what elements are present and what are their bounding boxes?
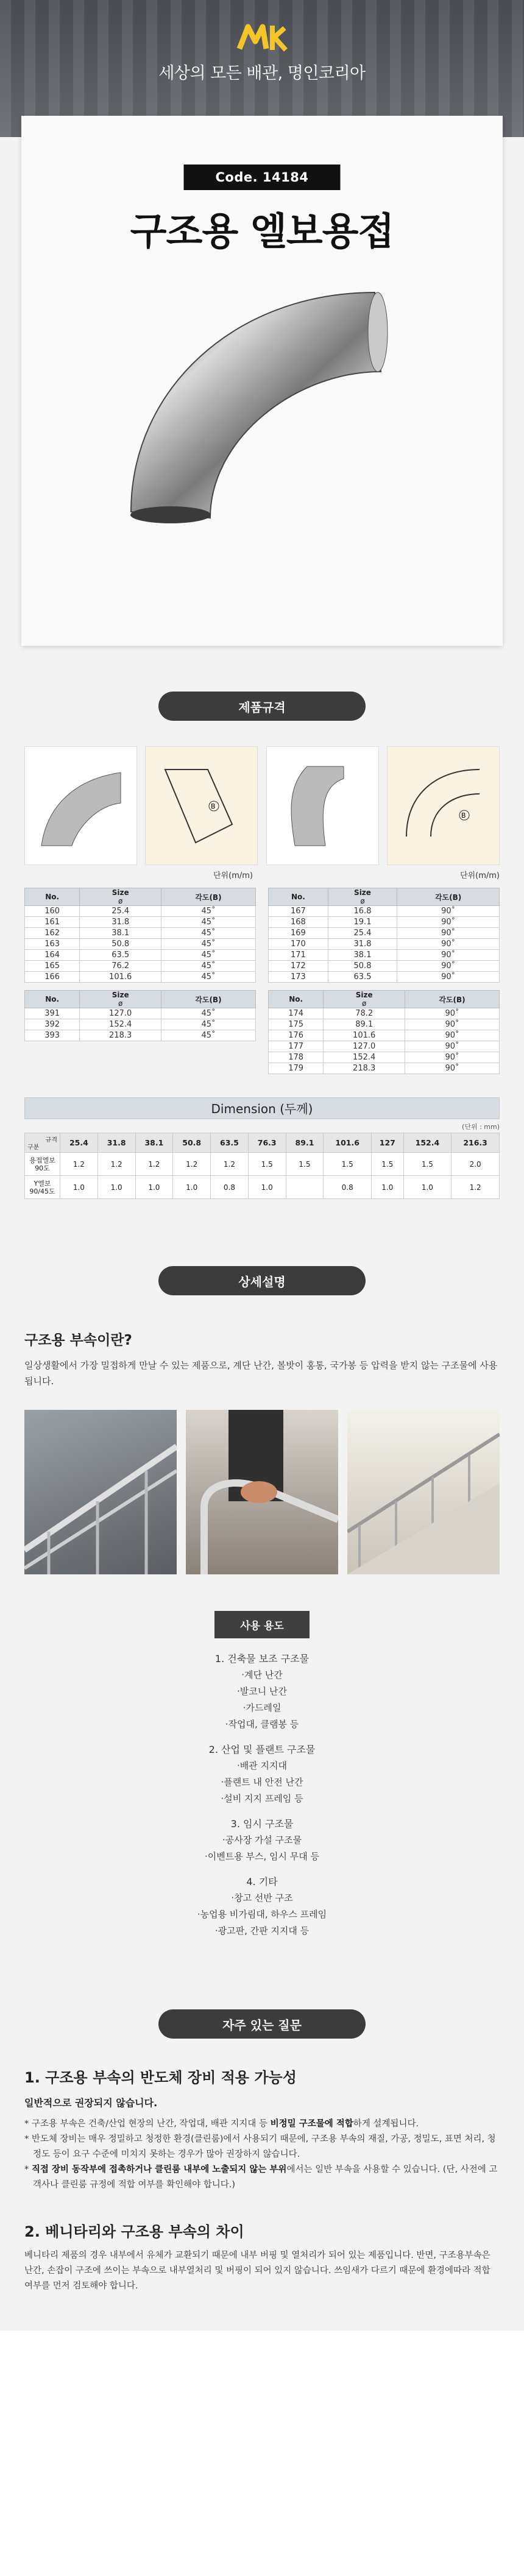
col-angle: 각도(B) xyxy=(161,991,256,1008)
usage-category: 3. 임시 구조물 xyxy=(230,1818,294,1830)
table-cell: 50.8 xyxy=(328,961,397,972)
dimension-header-row xyxy=(25,1133,500,1153)
dimension-cell: 1.0 xyxy=(60,1176,98,1199)
col-size-sub: ø xyxy=(118,999,123,1008)
col-size xyxy=(324,991,405,1008)
product-code-badge: Code. 14184 xyxy=(184,165,341,190)
table-cell: 45˚ xyxy=(161,1030,256,1041)
usage-item: ·가드레일 xyxy=(243,1702,281,1713)
dimension-row xyxy=(25,1176,500,1199)
table-row xyxy=(269,939,500,950)
dimension-cell: 1.0 xyxy=(403,1176,451,1199)
dimension-cell: 1.0 xyxy=(372,1176,404,1199)
dimension-cell: 1.5 xyxy=(372,1153,404,1176)
dimension-cell: 1.2 xyxy=(97,1153,135,1176)
spec-table-90-a xyxy=(268,888,500,983)
dimension-size-header: 31.8 xyxy=(97,1133,135,1153)
table-cell: 179 xyxy=(269,1063,324,1074)
dimension-cell: 1.2 xyxy=(173,1153,211,1176)
dimension-cell: 1.5 xyxy=(403,1153,451,1176)
spec-table-header xyxy=(269,991,500,1008)
usage-item: ·농업용 비가림대, 하우스 프레임 xyxy=(197,1909,327,1920)
faq-bullet xyxy=(24,2117,500,2132)
table-row xyxy=(269,1008,500,1019)
faq-bullet-emphasis: 비정밀 구조물에 적합 xyxy=(270,2119,353,2129)
table-row xyxy=(269,972,500,983)
dimension-size-header: 38.1 xyxy=(135,1133,173,1153)
detail-section xyxy=(0,1266,524,1939)
table-row xyxy=(269,917,500,928)
table-row xyxy=(25,950,256,961)
spec-section xyxy=(0,646,524,1074)
table-cell: 391 xyxy=(25,1008,80,1019)
table-row xyxy=(269,1063,500,1074)
dimension-size-header: 216.3 xyxy=(451,1133,500,1153)
table-cell: 218.3 xyxy=(324,1063,405,1074)
table-cell: 25.4 xyxy=(80,906,161,917)
table-cell: 38.1 xyxy=(80,928,161,939)
table-cell: 127.0 xyxy=(324,1041,405,1052)
dimension-cell: 1.0 xyxy=(173,1176,211,1199)
col-no: No. xyxy=(25,991,80,1008)
faq-bullet xyxy=(24,2162,500,2193)
usage-item: ·발코니 난간 xyxy=(237,1686,287,1697)
dimension-size-header: 101.6 xyxy=(324,1133,372,1153)
dimension-cell: 1.2 xyxy=(211,1153,249,1176)
unit-label-right: 단위(m/m) xyxy=(460,871,500,880)
dimension-size-header: 25.4 xyxy=(60,1133,98,1153)
col-size-sub: ø xyxy=(118,897,123,905)
table-cell: 38.1 xyxy=(328,950,397,961)
col-size-label: Size xyxy=(112,888,129,897)
table-row xyxy=(25,972,256,983)
dimension-cell: 1.5 xyxy=(324,1153,372,1176)
table-cell: 19.1 xyxy=(328,917,397,928)
table-cell: 172 xyxy=(269,961,328,972)
usage-photos xyxy=(0,1410,524,1574)
spec-table-90-b xyxy=(268,990,500,1074)
table-row xyxy=(25,1030,256,1041)
table-cell: 90˚ xyxy=(397,928,500,939)
col-size-sub: ø xyxy=(361,999,367,1008)
table-cell: 177 xyxy=(269,1041,324,1052)
table-cell: 31.8 xyxy=(328,939,397,950)
table-row xyxy=(25,906,256,917)
table-row xyxy=(269,950,500,961)
usage-box xyxy=(131,1611,393,1939)
table-cell: 45˚ xyxy=(161,1008,256,1019)
usage-category: 2. 산업 및 플랜트 구조물 xyxy=(208,1744,316,1755)
usage-category: 4. 기타 xyxy=(246,1876,278,1888)
faq-answer-1-list xyxy=(0,2117,524,2193)
table-row xyxy=(269,1030,500,1041)
faq-bullet-text: * 반도체 장비는 매우 정밀하고 청정한 환경(클린룸)에서 사용되기 때문에, 구조용 부속의 재질, 가공, 정밀도, 표면 처리, 청정도 등이 요구 수준에 미치지 못하는 경우가 많아 권장하지 않습니다. xyxy=(24,2134,496,2159)
table-cell: 171 xyxy=(269,950,328,961)
col-size xyxy=(80,888,161,906)
product-title: 구조용 엘보용접 xyxy=(130,209,394,253)
faq-question-2: 2. 베니타리와 구조용 부속의 차이 xyxy=(24,2223,244,2240)
table-cell: 152.4 xyxy=(80,1019,161,1030)
table-row xyxy=(25,939,256,950)
faq-bullet xyxy=(24,2132,500,2162)
svg-text:B: B xyxy=(210,802,216,810)
spec-table-header xyxy=(25,888,256,906)
table-cell: 90˚ xyxy=(397,906,500,917)
table-cell: 90˚ xyxy=(397,972,500,983)
dimension-unit: (단위 : mm) xyxy=(462,1123,500,1131)
table-cell: 218.3 xyxy=(80,1030,161,1041)
handrail-grip-photo xyxy=(186,1410,338,1574)
spec-table-45-b xyxy=(24,990,256,1041)
table-row xyxy=(25,1019,256,1030)
table-row xyxy=(269,928,500,939)
col-size-label: Size xyxy=(112,991,129,999)
table-row xyxy=(25,961,256,972)
dimension-cell: 1.0 xyxy=(135,1176,173,1199)
dimension-cell: 1.5 xyxy=(286,1153,324,1176)
dimension-cell: 1.0 xyxy=(97,1176,135,1199)
faq-section xyxy=(0,2009,524,2330)
table-cell: 90˚ xyxy=(405,1008,500,1019)
table-cell: 164 xyxy=(25,950,80,961)
col-size xyxy=(80,991,161,1008)
table-cell: 127.0 xyxy=(80,1008,161,1019)
table-cell: 160 xyxy=(25,906,80,917)
faq-answer-2: 베니타리 제품의 경우 내부에서 유체가 교환되기 때문에 내부 버핑 및 열처리가 되어 있는 제품입니다. 반면, 구조용부속은 난간, 손잡이 구조에 쓰이는 부속으로 내부열처리 및 버핑이 되어 있지 않습니다. 쓰임새가 다르기 때문에 환경에따라 적합 여부를 먼저 검토해야 합니다. xyxy=(24,2251,490,2291)
col-no: No. xyxy=(269,888,328,906)
table-cell: 50.8 xyxy=(80,939,161,950)
dimension-cell: 1.0 xyxy=(248,1176,286,1199)
table-cell: 161 xyxy=(25,917,80,928)
table-row xyxy=(269,1019,500,1030)
table-cell: 45˚ xyxy=(161,939,256,950)
col-angle: 각도(B) xyxy=(397,888,500,906)
faq-bullet-text: 하게 설계됩니다. xyxy=(353,2119,419,2129)
usage-item: ·배관 지지대 xyxy=(237,1760,287,1771)
spec-tables xyxy=(0,880,524,1074)
table-row xyxy=(25,917,256,928)
spec-images xyxy=(0,746,524,865)
table-cell: 45˚ xyxy=(161,928,256,939)
table-cell: 174 xyxy=(269,1008,324,1019)
brand-logo xyxy=(0,23,524,83)
table-cell: 25.4 xyxy=(328,928,397,939)
table-cell: 45˚ xyxy=(161,961,256,972)
dimension-row-label: 용접엘보 90도 xyxy=(25,1153,60,1176)
table-cell: 90˚ xyxy=(405,1041,500,1052)
spec-table-45-a xyxy=(24,888,256,983)
table-cell: 90˚ xyxy=(405,1063,500,1074)
dimension-row xyxy=(25,1153,500,1176)
table-cell: 45˚ xyxy=(161,1019,256,1030)
faq-bullet-text: 에서는 일반 부속을 사용할 수 있습니다. (단, 사전에 고객사나 클린룸 규정에 적합 여부를 확인해야 합니다.) xyxy=(33,2165,498,2190)
usage-item: ·플랜트 내 안전 난간 xyxy=(221,1777,303,1788)
dimension-title: Dimension (두께) xyxy=(24,1097,500,1119)
table-cell: 392 xyxy=(25,1019,80,1030)
table-cell: 63.5 xyxy=(80,950,161,961)
table-cell: 90˚ xyxy=(397,939,500,950)
table-cell: 78.2 xyxy=(324,1008,405,1019)
dimension-row-label: Y엘보 90/45도 xyxy=(25,1176,60,1199)
table-row xyxy=(269,1041,500,1052)
stair-railing-photo xyxy=(24,1410,177,1574)
spec-section-title: 제품규격 xyxy=(158,692,366,721)
table-cell: 76.2 xyxy=(80,961,161,972)
brand-slogan: 세상의 모든 배관, 명인코리아 xyxy=(158,64,366,83)
table-cell: 16.8 xyxy=(328,906,397,917)
table-cell: 167 xyxy=(269,906,328,917)
table-cell: 90˚ xyxy=(397,917,500,928)
col-no: No. xyxy=(25,888,80,906)
usage-item: ·창고 선반 구조 xyxy=(231,1892,293,1903)
usage-item: ·이벤트용 부스, 임시 무대 등 xyxy=(205,1851,319,1862)
col-no: No. xyxy=(269,991,324,1008)
faq-section-title: 자주 있는 질문 xyxy=(158,2009,366,2039)
faq-answer-1-lead: 일반적으로 권장되지 않습니다. xyxy=(24,2097,158,2109)
dimension-cell: 1.2 xyxy=(135,1153,173,1176)
svg-text:B: B xyxy=(461,811,467,819)
table-cell: 165 xyxy=(25,961,80,972)
dimension-cell: 2.0 xyxy=(451,1153,500,1176)
dimension-section xyxy=(0,1097,524,1199)
col-size xyxy=(328,888,397,906)
dimension-table xyxy=(24,1133,500,1199)
corner-top-label: 규격 xyxy=(45,1137,57,1144)
table-cell: 162 xyxy=(25,928,80,939)
dimension-cell: 1.2 xyxy=(60,1153,98,1176)
glass-railing-photo xyxy=(347,1410,500,1574)
table-cell: 90˚ xyxy=(405,1030,500,1041)
usage-item: ·공사장 가설 구조물 xyxy=(222,1835,302,1845)
dimension-corner xyxy=(25,1133,60,1153)
table-cell: 90˚ xyxy=(397,950,500,961)
col-angle: 각도(B) xyxy=(405,991,500,1008)
table-cell: 45˚ xyxy=(161,950,256,961)
table-cell: 45˚ xyxy=(161,906,256,917)
elbow-90-photo xyxy=(266,746,379,865)
unit-label-left: 단위(m/m) xyxy=(213,871,253,880)
table-cell: 63.5 xyxy=(328,972,397,983)
faq-bullet-text: * 구조용 부속은 건축/산업 현장의 난간, 작업대, 배관 지지대 등 xyxy=(24,2119,271,2129)
dimension-size-header: 89.1 xyxy=(286,1133,324,1153)
col-angle: 각도(B) xyxy=(161,888,256,906)
table-cell: 89.1 xyxy=(324,1019,405,1030)
table-cell: 101.6 xyxy=(80,972,161,983)
table-cell: 90˚ xyxy=(405,1052,500,1063)
spec-table-header xyxy=(269,888,500,906)
detail-section-title: 상세설명 xyxy=(158,1266,366,1295)
dimension-size-header: 152.4 xyxy=(403,1133,451,1153)
table-cell: 393 xyxy=(25,1030,80,1041)
dimension-cell: 1.5 xyxy=(248,1153,286,1176)
corner-bottom-label: 구분 xyxy=(27,1144,40,1151)
dimension-size-header: 63.5 xyxy=(211,1133,249,1153)
table-cell: 173 xyxy=(269,972,328,983)
table-cell: 152.4 xyxy=(324,1052,405,1063)
faq-question-1: 1. 구조용 부속의 반도체 장비 적용 가능성 xyxy=(24,2069,297,2086)
dimension-cell: 0.8 xyxy=(324,1176,372,1199)
table-cell: 170 xyxy=(269,939,328,950)
table-cell: 168 xyxy=(269,917,328,928)
dimension-cell: 1.2 xyxy=(451,1176,500,1199)
hero-card xyxy=(21,116,503,646)
col-size-label: Size xyxy=(354,888,371,897)
usage-item: ·설비 지지 프레임 등 xyxy=(221,1793,303,1804)
elbow-product-image xyxy=(113,268,417,524)
table-row xyxy=(269,906,500,917)
table-cell: 163 xyxy=(25,939,80,950)
table-cell: 45˚ xyxy=(161,972,256,983)
table-row xyxy=(25,928,256,939)
dimension-cell xyxy=(286,1176,324,1199)
dimension-size-header: 76.3 xyxy=(248,1133,286,1153)
usage-list xyxy=(131,1651,393,1939)
table-row xyxy=(269,1052,500,1063)
elbow-90-diagram xyxy=(387,746,500,865)
table-cell: 90˚ xyxy=(405,1019,500,1030)
detail-description: 일상생활에서 가장 밀접하게 만날 수 있는 제품으로, 계단 난간, 볼밧이 홍통, 국가봉 등 압력을 받지 않는 구조물에 사용됩니다. xyxy=(24,1360,498,1387)
dimension-size-header: 50.8 xyxy=(173,1133,211,1153)
faq-bullet-text: * xyxy=(24,2165,32,2174)
table-cell: 176 xyxy=(269,1030,324,1041)
table-row xyxy=(269,961,500,972)
table-cell: 166 xyxy=(25,972,80,983)
table-cell: 31.8 xyxy=(80,917,161,928)
table-cell: 178 xyxy=(269,1052,324,1063)
usage-item: ·작업대, 클램봉 등 xyxy=(225,1719,299,1730)
usage-item: ·광고판, 간판 지지대 등 xyxy=(214,1925,310,1936)
usage-title: 사용 용도 xyxy=(214,1611,310,1638)
table-cell: 169 xyxy=(269,928,328,939)
dimension-cell: 0.8 xyxy=(211,1176,249,1199)
table-row xyxy=(25,1008,256,1019)
faq-bullet-emphasis: 직접 장비 동작부에 접촉하거나 클린룸 내부에 노출되지 않는 부위 xyxy=(31,2165,287,2174)
detail-heading: 구조용 부속이란? xyxy=(24,1332,132,1348)
table-cell: 45˚ xyxy=(161,917,256,928)
col-size-label: Size xyxy=(355,991,373,999)
usage-category: 1. 건축물 보조 구조물 xyxy=(214,1653,310,1665)
col-size-sub: ø xyxy=(360,897,365,905)
table-cell: 101.6 xyxy=(324,1030,405,1041)
table-cell: 175 xyxy=(269,1019,324,1030)
elbow-45-diagram xyxy=(145,746,258,865)
mk-logo-icon xyxy=(235,23,289,52)
dimension-size-header: 127 xyxy=(372,1133,404,1153)
spec-table-header xyxy=(25,991,256,1008)
elbow-45-photo xyxy=(24,746,137,865)
usage-item: ·계단 난간 xyxy=(241,1669,283,1680)
table-cell: 90˚ xyxy=(397,961,500,972)
